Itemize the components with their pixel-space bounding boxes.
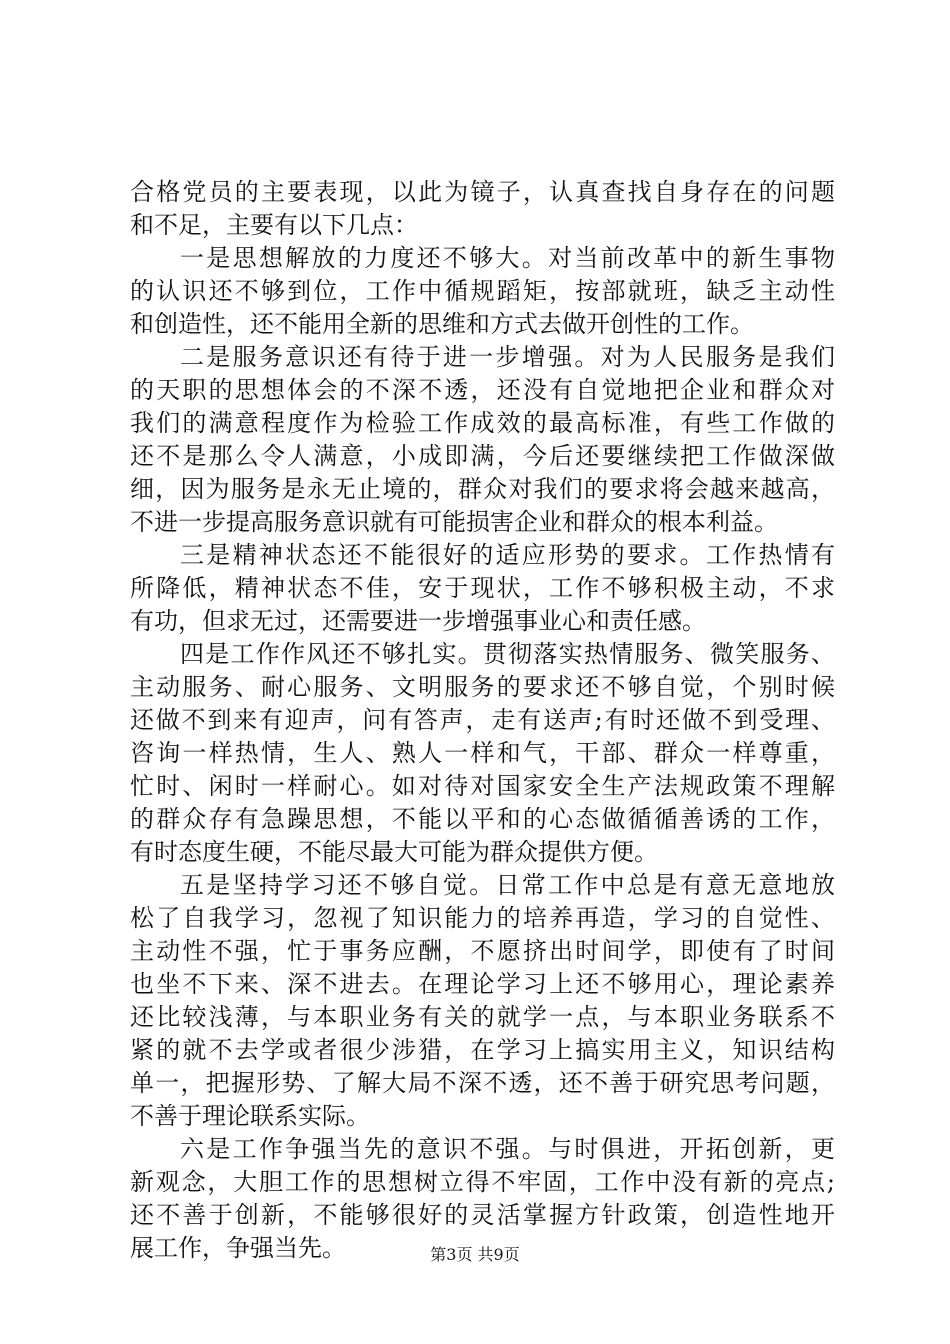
text-line: 不善于理论联系实际。	[130, 1102, 370, 1130]
text-line: 还比较浅薄，与本职业务有关的就学一点，与本职业务联系不	[130, 1003, 835, 1031]
document-body	[130, 176, 835, 1265]
text-line: 二是服务意识还有待于进一步增强。对为人民服务是我们	[180, 343, 835, 371]
text-line: 五是坚持学习还不够自觉。日常工作中总是有意无意地放	[180, 871, 835, 899]
text-line: 主动服务、耐心服务、文明服务的要求还不够自觉，个别时候	[130, 673, 835, 701]
text-line: 细，因为服务是永无止境的，群众对我们的要求将会越来越高，	[130, 475, 835, 503]
text-line: 单一，把握形势、了解大局不深不透，还不善于研究思考问题，	[130, 1069, 835, 1097]
text-line: 还做不到来有迎声，问有答声，走有送声;有时还做不到受理、	[130, 706, 835, 734]
text-line: 还不善于创新，不能够很好的灵活掌握方针政策，创造性地开	[130, 1201, 835, 1229]
text-line: 新观念，大胆工作的思想树立得不牢固，工作中没有新的亮点;	[130, 1168, 835, 1196]
text-line: 的认识还不够到位，工作中循规蹈矩，按部就班，缺乏主动性	[130, 277, 835, 305]
text-line: 和创造性，还不能用全新的思维和方式去做开创性的工作。	[130, 310, 754, 338]
text-line: 不进一步提高服务意识就有可能损害企业和群众的根本利益。	[130, 508, 778, 536]
page-footer: 第3页 共9页	[430, 1245, 520, 1264]
text-line: 有时态度生硬，不能尽最大可能为群众提供方便。	[130, 838, 658, 866]
text-line: 紧的就不去学或者很少涉猎，在学习上搞实用主义，知识结构	[130, 1036, 835, 1064]
text-line: 咨询一样热情，生人、熟人一样和气，干部、群众一样尊重，	[130, 739, 835, 767]
text-line: 所降低，精神状态不佳，安于现状，工作不够积极主动，不求	[130, 574, 835, 602]
text-line: 的群众存有急躁思想，不能以平和的心态做循循善诱的工作，	[130, 805, 835, 833]
text-line: 三是精神状态还不能很好的适应形势的要求。工作热情有	[180, 541, 835, 569]
text-line: 主动性不强，忙于事务应酬，不愿挤出时间学，即使有了时间	[130, 937, 835, 965]
text-line: 还不是那么令人满意，小成即满，今后还要继续把工作做深做	[130, 442, 835, 470]
text-line: 也坐不下来、深不进去。在理论学习上还不够用心，理论素养	[130, 970, 835, 998]
text-line: 合格党员的主要表现，以此为镜子，认真查找自身存在的问题	[130, 178, 835, 206]
text-line: 四是工作作风还不够扎实。贯彻落实热情服务、微笑服务、	[180, 640, 835, 668]
text-line: 六是工作争强当先的意识不强。与时俱进，开拓创新，更	[180, 1135, 835, 1163]
text-line: 忙时、闲时一样耐心。如对待对国家安全生产法规政策不理解	[130, 772, 835, 800]
text-line: 一是思想解放的力度还不够大。对当前改革中的新生事物	[180, 244, 835, 272]
text-line: 展工作，争强当先。	[130, 1234, 346, 1262]
text-line: 我们的满意程度作为检验工作成效的最高标准，有些工作做的	[130, 409, 835, 437]
text-line: 有功，但求无过，还需要进一步增强事业心和责任感。	[130, 607, 706, 635]
text-line: 松了自我学习，忽视了知识能力的培养再造，学习的自觉性、	[130, 904, 835, 932]
text-line: 的天职的思想体会的不深不透，还没有自觉地把企业和群众对	[130, 376, 835, 404]
text-line: 和不足，主要有以下几点：	[130, 211, 418, 239]
